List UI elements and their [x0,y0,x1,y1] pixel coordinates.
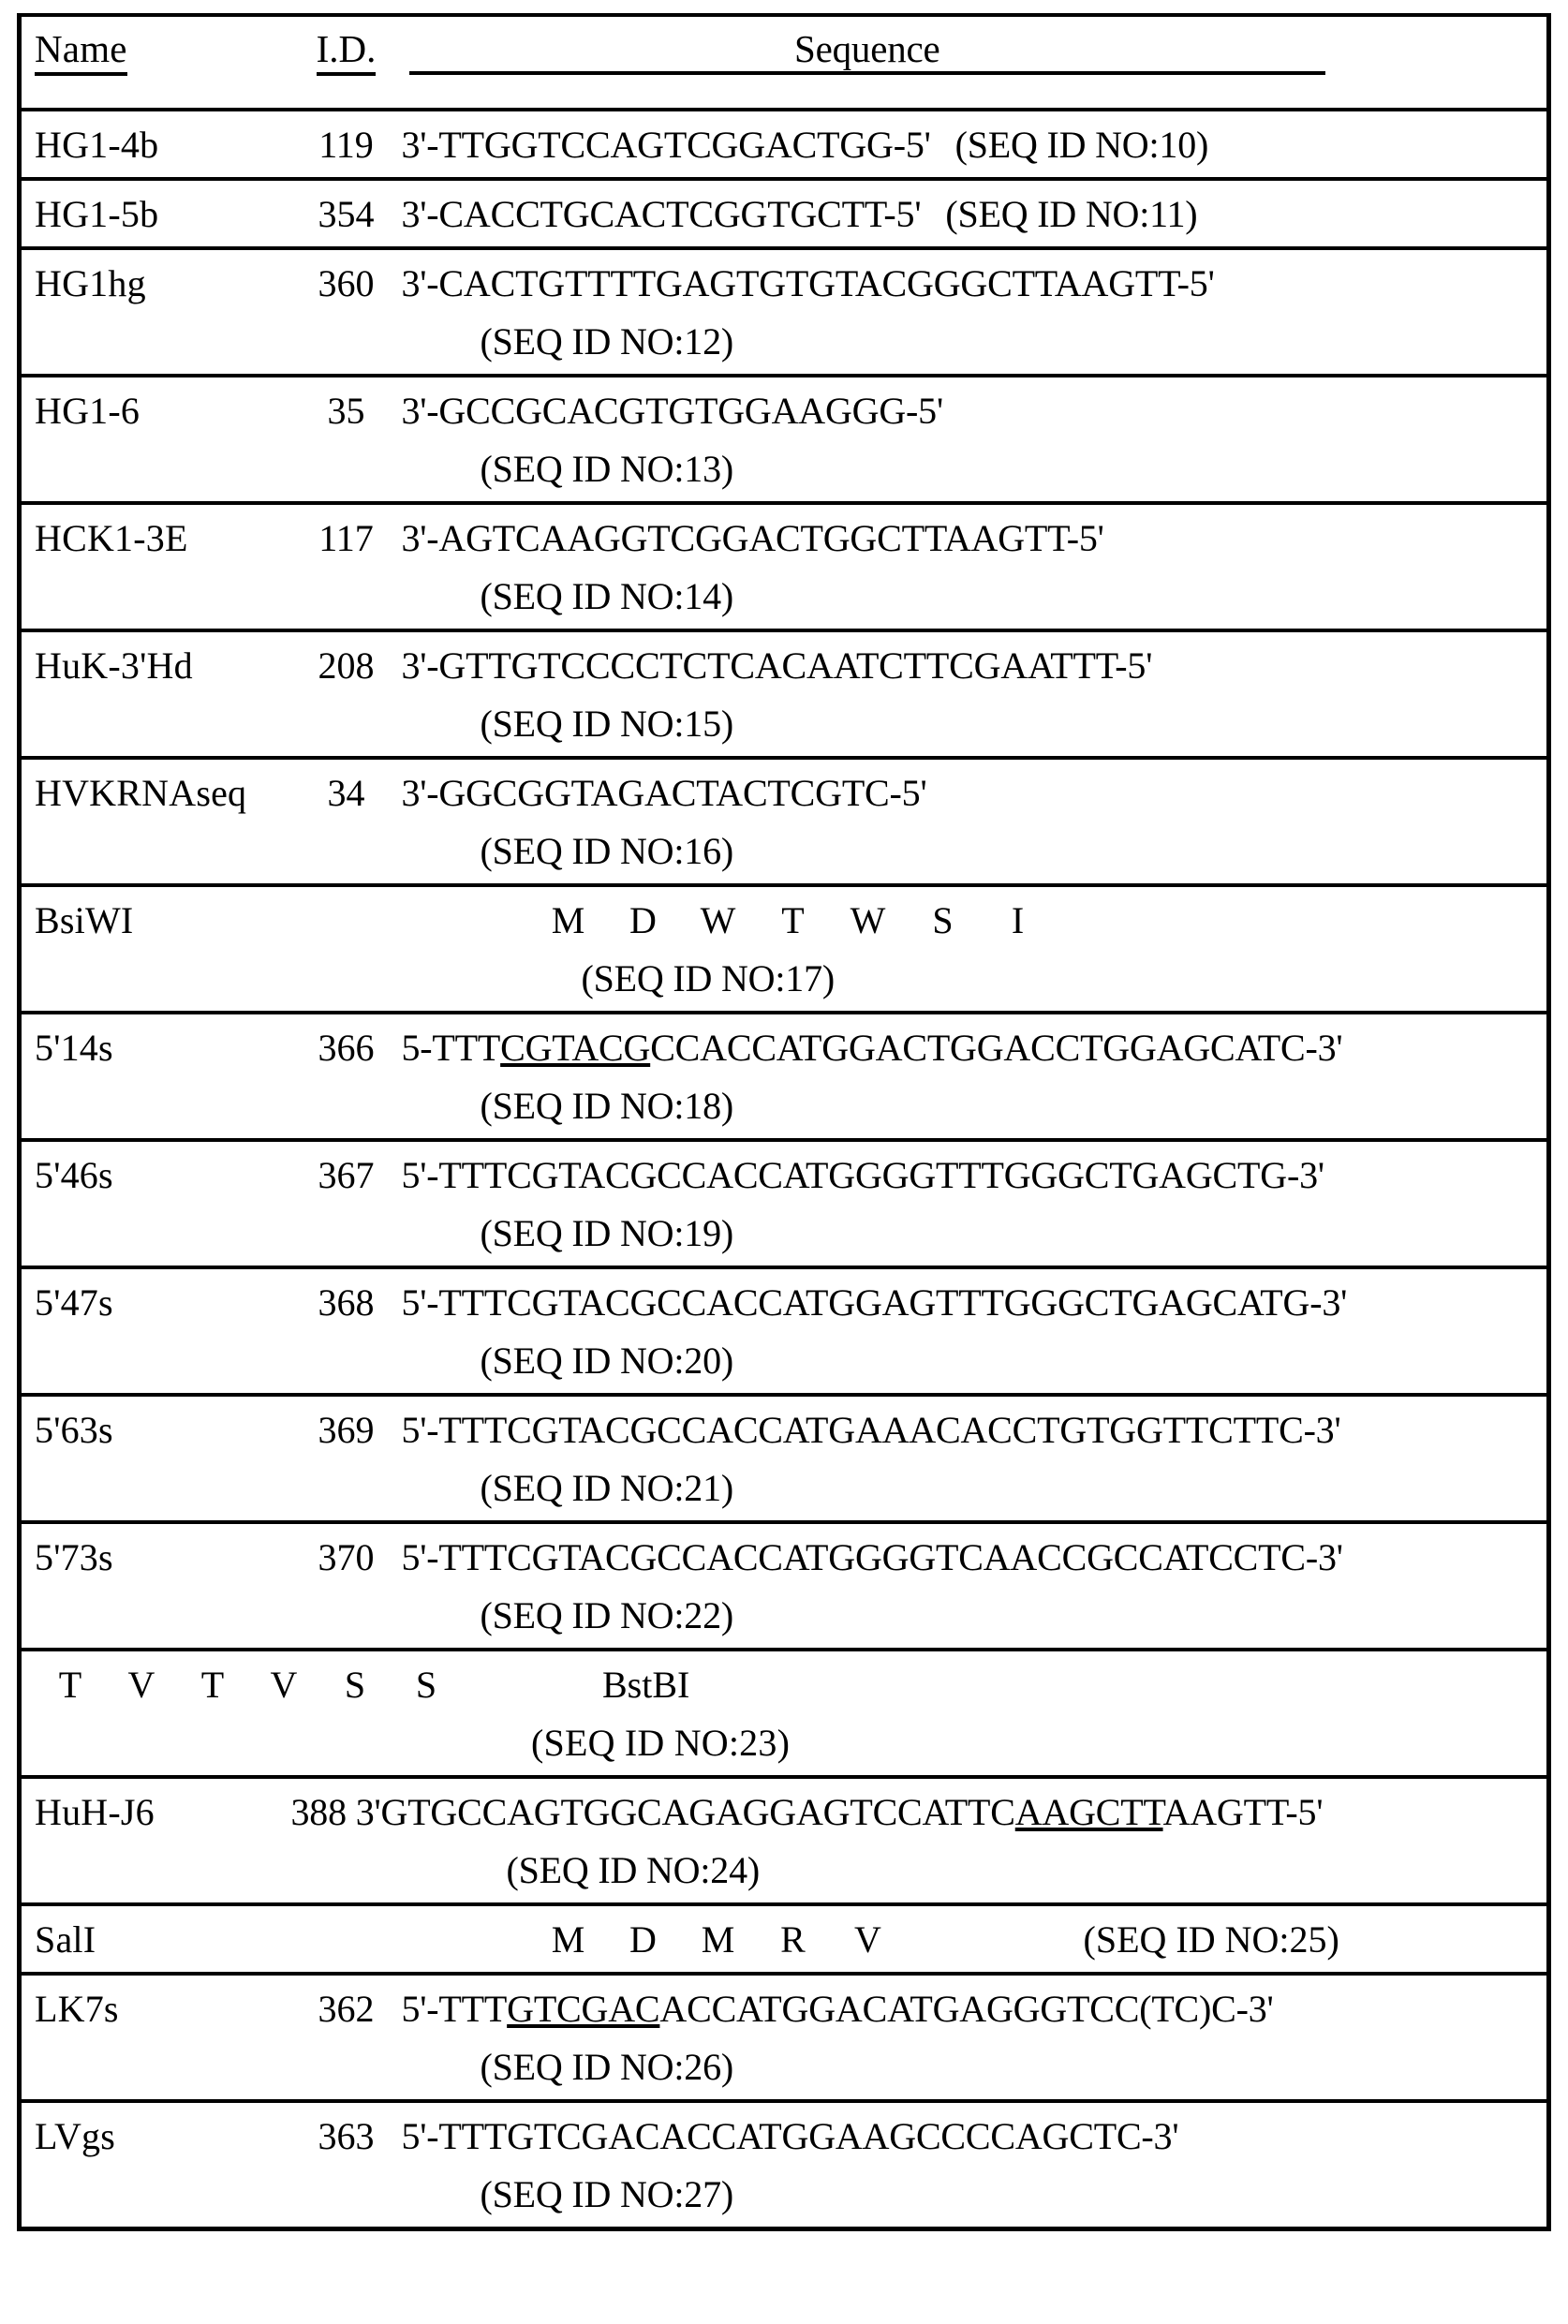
header-cell-name [20,15,291,110]
amino-acid-letter: T [200,1664,225,1706]
cell-id: 117 [318,517,374,559]
sequence-prefix: 3'-GCCGCACGTGTGGAAGGG-5' [401,390,943,432]
table-row [20,885,1549,1013]
cell-sequence [402,885,1549,1013]
cell-id: 369 [318,1409,375,1451]
cell-sequence [402,110,1549,179]
cell-name: HuK-3'Hd [35,644,193,687]
cell-sequence [402,630,1549,758]
sequence-prefix: 3'-AGTCAAGGTCGGACTGGCTTAAGTT-5' [401,517,1104,559]
amino-acid-letter: M [551,1918,585,1961]
cell-amino-acid-row [20,1650,1549,1777]
cell-name: 5'14s [35,1027,113,1069]
sequence-line [401,517,1547,559]
sequence-prefix: 3'-CACCTGCACTCGGTGCTT-5' [401,193,922,235]
cell-sequence [402,1267,1549,1395]
seq-id-label: (SEQ ID NO:19) [480,1212,734,1254]
seq-id-label: (SEQ ID NO:12) [480,320,734,363]
sequence-suffix: AAGTT-5' [1162,1791,1324,1833]
cell-id: 35 [327,390,365,432]
amino-acid-letter: M [551,899,585,941]
cell-name: HG1-5b [35,193,159,235]
cell-sequence [402,2101,1549,2229]
seq-id-label: (SEQ ID NO:18) [480,1085,734,1127]
header-label-sequence: Sequence [409,30,1326,75]
cell-name: HG1hg [35,262,146,304]
cell-sequence [402,376,1549,503]
seq-id-label: (SEQ ID NO:23) [531,1722,791,1764]
sequence-prefix: 5'-TTTCGTACGCCACCATGGGGTCAACCGCCATCCTC-3' [401,1536,1343,1578]
header-label-id: I.D. [317,30,377,76]
cell-sequence [291,1777,1549,1904]
seq-id-label: (SEQ ID NO:21) [480,1467,734,1509]
table-row [20,1522,1549,1650]
enzyme-label: BstBI [602,1664,690,1706]
amino-acid-letter: V [854,1918,881,1961]
cell-id: 363 [318,2115,375,2157]
sequence-line [401,1536,1547,1578]
sequence-prefix: 5'-TTTCGTACGCCACCATGGGGTTTGGGCTGAGCTG-3' [401,1154,1324,1196]
header-cell-sequence [402,15,1549,110]
cell-name: HCK1-3E [35,517,188,559]
cell-sequence [402,1522,1549,1650]
table-row [20,1650,1549,1777]
table-row [20,758,1549,885]
table-row [20,1140,1549,1267]
cell-id [291,1904,402,1974]
sequence-line [402,1029,1547,1067]
amino-acid-letter: S [415,1664,437,1706]
cell-id: 367 [318,1154,375,1196]
cell-name: 5'47s [35,1281,113,1324]
seq-id-label: (SEQ ID NO:11) [945,193,1198,235]
amino-acid-letter: S [344,1664,366,1706]
sequence-line [290,1791,1547,1833]
sequence-line [401,1154,1547,1196]
sequence-suffix: CCACCATGGACTGGACCTGGAGCATC-3' [650,1027,1343,1069]
seq-id-label: (SEQ ID NO:10) [954,124,1209,166]
header-cell-id [291,15,402,110]
cell-sequence [402,503,1549,630]
cell-name: LVgs [35,2115,116,2157]
sequence-line [401,1281,1547,1324]
cell-id: 362 [318,1988,375,2030]
sequence-suffix: ACCATGGACATGAGGGTCC(TC)C-3' [659,1988,1274,2030]
seq-id-label: (SEQ ID NO:26) [480,2046,734,2088]
table-row [20,1904,1549,1974]
amino-acid-letter: M [701,1918,735,1961]
amino-acid-letter: V [270,1664,298,1706]
amino-acid-letter: D [629,1918,657,1961]
table-row [20,376,1549,503]
cell-name: 5'63s [35,1409,113,1451]
sequence-table [17,13,1551,2231]
amino-acid-letter: W [700,899,736,941]
sequence-prefix: 3'-TTGGTCCAGTCGGACTGG-5' [401,124,931,166]
amino-acid-line [402,899,1547,941]
seq-id-label: (SEQ ID NO:13) [480,448,734,490]
cell-sequence [402,1395,1549,1522]
cell-id: 360 [318,262,375,304]
seq-id-label: (SEQ ID NO:20) [480,1340,734,1382]
seq-id-label: (SEQ ID NO:27) [480,2173,734,2215]
sequence-prefix: 3'GTGCCAGTGGCAGAGGAGTCCATTC [355,1791,1015,1833]
amino-acid-letter: V [127,1664,155,1706]
sequence-line [401,2115,1547,2157]
sequence-prefix: 5-TTT [401,1027,501,1069]
sequence-line [401,644,1547,687]
cell-sequence [402,1974,1549,2101]
seq-id-label: (SEQ ID NO:22) [480,1594,734,1636]
cell-id: 354 [318,193,375,235]
table-body [20,15,1549,2229]
sequence-prefix: 3'-GTTGTCCCCTCTCACAATCTTCGAATTT-5' [401,644,1153,687]
sequence-line [401,193,1547,235]
table-header-row [20,15,1549,110]
table-row [20,630,1549,758]
sequence-line [401,1988,1547,2030]
cell-id: 368 [318,1281,375,1324]
amino-acid-letter: T [58,1664,82,1706]
cell-sequence [402,248,1549,376]
table-row [20,2101,1549,2229]
sequence-restriction-site: CGTACG [500,1027,651,1069]
table-row [20,503,1549,630]
seq-id-label: (SEQ ID NO:15) [480,703,734,745]
table-row [20,1777,1549,1904]
table-row [20,179,1549,248]
cell-name: LK7s [35,1988,119,2030]
amino-acid-letter: S [932,899,954,941]
sequence-line [401,1409,1547,1451]
cell-name: 5'46s [35,1154,113,1196]
seq-id-label: (SEQ ID NO:14) [480,575,734,617]
cell-name: SalI [35,1918,96,1961]
cell-id: 370 [318,1536,375,1578]
table-row [20,1267,1549,1395]
sequence-restriction-site: AAGCTT [1014,1791,1163,1833]
cell-sequence [402,179,1549,248]
cell-id: 208 [318,644,375,687]
cell-id: 366 [318,1027,375,1069]
amino-acid-letter: T [781,899,805,941]
cell-id [291,885,402,1013]
seq-id-label: (SEQ ID NO:16) [480,830,734,872]
sequence-line [401,772,1547,814]
table-row [20,1395,1549,1522]
amino-acid-letter: R [780,1918,806,1961]
amino-acid-letter: W [850,899,886,941]
table-row [20,1974,1549,2101]
cell-name: HVKRNAseq [35,772,247,814]
cell-name: HuH-J6 [35,1791,155,1833]
cell-name: HG1-6 [35,390,141,432]
sequence-restriction-site: GTCGAC [507,1988,660,2030]
sequence-prefix: 5'-TTT [401,1988,508,2030]
amino-acid-letter: D [629,899,657,941]
sequence-line [402,126,1547,164]
cell-sequence [402,758,1549,885]
cell-name: 5'73s [35,1536,113,1578]
sequence-prefix: 3'-GGCGGTAGACTACTCGTC-5' [401,772,927,814]
seq-id-label: (SEQ ID NO:24) [506,1849,761,1891]
cell-id: 119 [318,124,374,166]
sequence-prefix: 5'-TTTGTCGACACCATGGAAGCCCCAGCTC-3' [401,2115,1179,2157]
sequence-prefix: 5'-TTTCGTACGCCACCATGAAACACCTGTGGTTCTTC-3' [401,1409,1341,1451]
amino-acid-line [402,1918,1547,1961]
cell-sequence [402,1140,1549,1267]
table-row [20,1013,1549,1140]
seq-id-label: (SEQ ID NO:25) [1083,1918,1339,1961]
table-row [20,110,1549,179]
sequence-prefix: 3'-CACTGTTTTGAGTGTGTACGGGCTTAAGTT-5' [401,262,1215,304]
sequence-prefix: 5'-TTTCGTACGCCACCATGGAGTTTGGGCTGAGCATG-3' [401,1281,1348,1324]
amino-acid-letter: I [1011,899,1025,941]
table-row [20,248,1549,376]
sequence-id-number: 388 [290,1791,356,1833]
cell-sequence [402,1904,1549,1974]
amino-acid-line [35,1666,1546,1704]
cell-name: BsiWI [35,899,134,941]
header-label-name: Name [35,30,127,76]
seq-id-label: (SEQ ID NO:17) [581,957,836,999]
sequence-line [401,262,1547,304]
cell-name: HG1-4b [35,124,159,166]
sequence-line [402,392,1547,430]
cell-sequence [402,1013,1549,1140]
cell-id: 34 [327,772,365,814]
